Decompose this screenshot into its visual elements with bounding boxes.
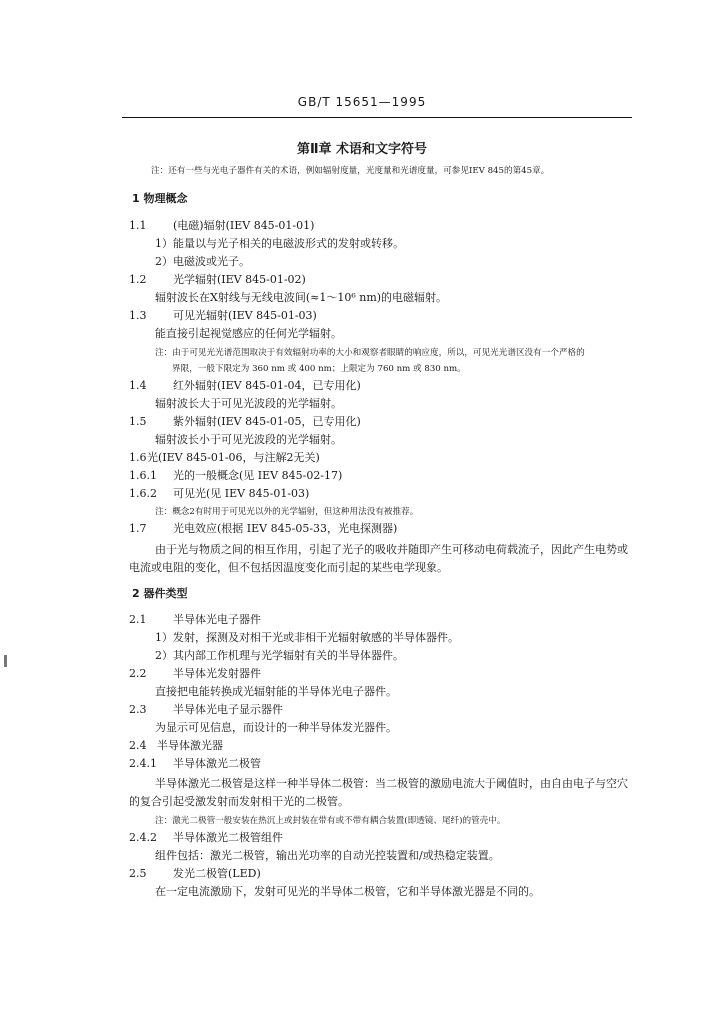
term-1-6-2: [129, 487, 309, 501]
term-1-3: [129, 309, 317, 323]
term-number: 1.1: [129, 219, 147, 232]
header-rule: [122, 117, 632, 118]
term-title: 半导体激光二极管组件: [173, 831, 283, 844]
definition-line: 组件包括：激光二极管，输出光功率的自动光控装置和/或热稳定装置。: [155, 849, 500, 862]
term-number: 1.7: [129, 522, 147, 535]
term-title: 可见光辐射(IEV 845-01-03): [173, 309, 317, 322]
definition-line: 辐射波长在X射线与无线电波间(≈1～10⁶ nm)的电磁辐射。: [155, 291, 448, 304]
definition-line: 1）发射，探测及对相干光或非相干光辐射敏感的半导体器件。: [155, 631, 459, 644]
definition-line: 半导体激光二极管是这样一种半导体二极管：当二极管的激励电流大于阈值时，由自由电子与空穴: [155, 777, 628, 790]
term-1-6-1: [129, 469, 342, 483]
term-title: (电磁)辐射(IEV 845-01-01): [173, 219, 315, 232]
term-number: 2.4.2: [129, 831, 157, 844]
term-title: 半导体光电子器件: [173, 613, 261, 626]
term-title: 紫外辐射(IEV 845-01-05，已专用化): [173, 415, 361, 428]
definition-line: 1）能量以与光子相关的电磁波形式的发射或转移。: [155, 237, 404, 250]
scan-edge-mark: [4, 655, 7, 667]
section-heading-2: 2 器件类型: [132, 587, 188, 600]
definition-line: 直接把电能转换成光辐射能的半导体光电子器件。: [155, 685, 397, 698]
intro-note: 注：还有一些与光电子器件有关的术语，例如辐射度量，光度量和光谱度量，可参见IEV 845的第45章。: [151, 166, 550, 176]
term-number: 2.4.1: [129, 757, 157, 770]
definition-line: 的复合引起受激发射而发射相干光的二极管。: [129, 795, 349, 808]
term-number: 1.5: [129, 415, 147, 428]
term-title: 光的一般概念(见 IEV 845-02-17): [173, 469, 343, 482]
term-2-1: [129, 613, 261, 627]
term-2-5: [129, 867, 261, 881]
term-number: 1.2: [129, 273, 147, 286]
note-line: 注：概念2有时用于可见光以外的光学辐射，但这种用法没有被推荐。: [155, 507, 419, 517]
term-number: 1.6.1: [129, 469, 157, 482]
note-line: 注：激光二极管一般安装在热沉上或封装在带有或不带有耦合装置(即透镜、尾纤)的管壳中。: [155, 816, 506, 826]
definition-line: 2）电磁波或光子。: [155, 255, 250, 268]
term-number: 2.2: [129, 667, 147, 680]
term-number: 2.1: [129, 613, 147, 626]
standard-code: GB/T 15651—1995: [297, 95, 427, 109]
definition-line: 2）其内部工作机理与光学辐射有关的半导体器件。: [155, 649, 404, 662]
term-number: 2.4: [129, 739, 147, 752]
definition-line: 由于光与物质之间的相互作用，引起了光子的吸收并随即产生可移动电荷载流子，因此产生电势或: [155, 543, 628, 556]
term-title: 发光二极管(LED): [173, 867, 261, 880]
section-heading-1: 1 物理概念: [132, 192, 188, 205]
term-2-4: [129, 739, 223, 753]
note-line: 注：由于可见光光谱范围取决于有效辐射功率的大小和观察者眼睛的响应度，所以，可见光光谱区没有一个严格的: [155, 348, 585, 358]
term-title: 可见光(见 IEV 845-01-03): [173, 487, 310, 500]
note-line: 界限，一般下限定为 360 nm 或 400 nm；上限定为 760 nm 或 830 nm。: [172, 364, 466, 374]
term-number: 1.4: [129, 379, 147, 392]
term-title: 红外辐射(IEV 845-01-04，已专用化): [173, 379, 361, 392]
definition-line: 在一定电流激励下，发射可见光的半导体二极管，它和半导体激光器是不同的。: [155, 885, 540, 898]
term-1-4: [129, 379, 361, 393]
term-title: 光(IEV 845-01-06，与注解2无关): [147, 451, 320, 464]
term-title: 光学辐射(IEV 845-01-02): [173, 273, 306, 286]
term-2-2: [129, 667, 261, 681]
term-title: 半导体光发射器件: [173, 667, 261, 680]
term-2-4-1: [129, 757, 261, 771]
term-number: 1.3: [129, 309, 147, 322]
definition-line: 能直接引起视觉感应的任何光学辐射。: [155, 327, 342, 340]
term-title: 光电效应(根据 IEV 845-05-33，光电探测器): [173, 522, 398, 535]
term-1-5: [129, 415, 361, 429]
term-title: 半导体激光二极管: [173, 757, 261, 770]
term-1-1: [129, 219, 314, 233]
term-number: 1.6.2: [129, 487, 157, 500]
term-number: 2.3: [129, 703, 147, 716]
definition-line: 辐射波长大于可见光波段的光学辐射。: [155, 397, 342, 410]
term-1-7: [129, 522, 397, 536]
term-1-2: [129, 273, 306, 287]
term-title: 半导体光电子显示器件: [173, 703, 283, 716]
term-number: 2.5: [129, 867, 147, 880]
chapter-title: 第Ⅱ章 术语和文字符号: [296, 142, 428, 157]
definition-line: 电流或电阻的变化，但不包括因温度变化而引起的某些电学现象。: [129, 561, 448, 574]
term-1-6: [129, 451, 320, 465]
term-title: 半导体激光器: [157, 739, 223, 752]
definition-line: 辐射波长小于可见光波段的光学辐射。: [155, 433, 342, 446]
term-2-4-2: [129, 831, 283, 845]
definition-line: 为显示可见信息，而设计的一种半导体发光器件。: [155, 721, 397, 734]
term-2-3: [129, 703, 283, 717]
term-number: 1.6: [129, 451, 147, 464]
